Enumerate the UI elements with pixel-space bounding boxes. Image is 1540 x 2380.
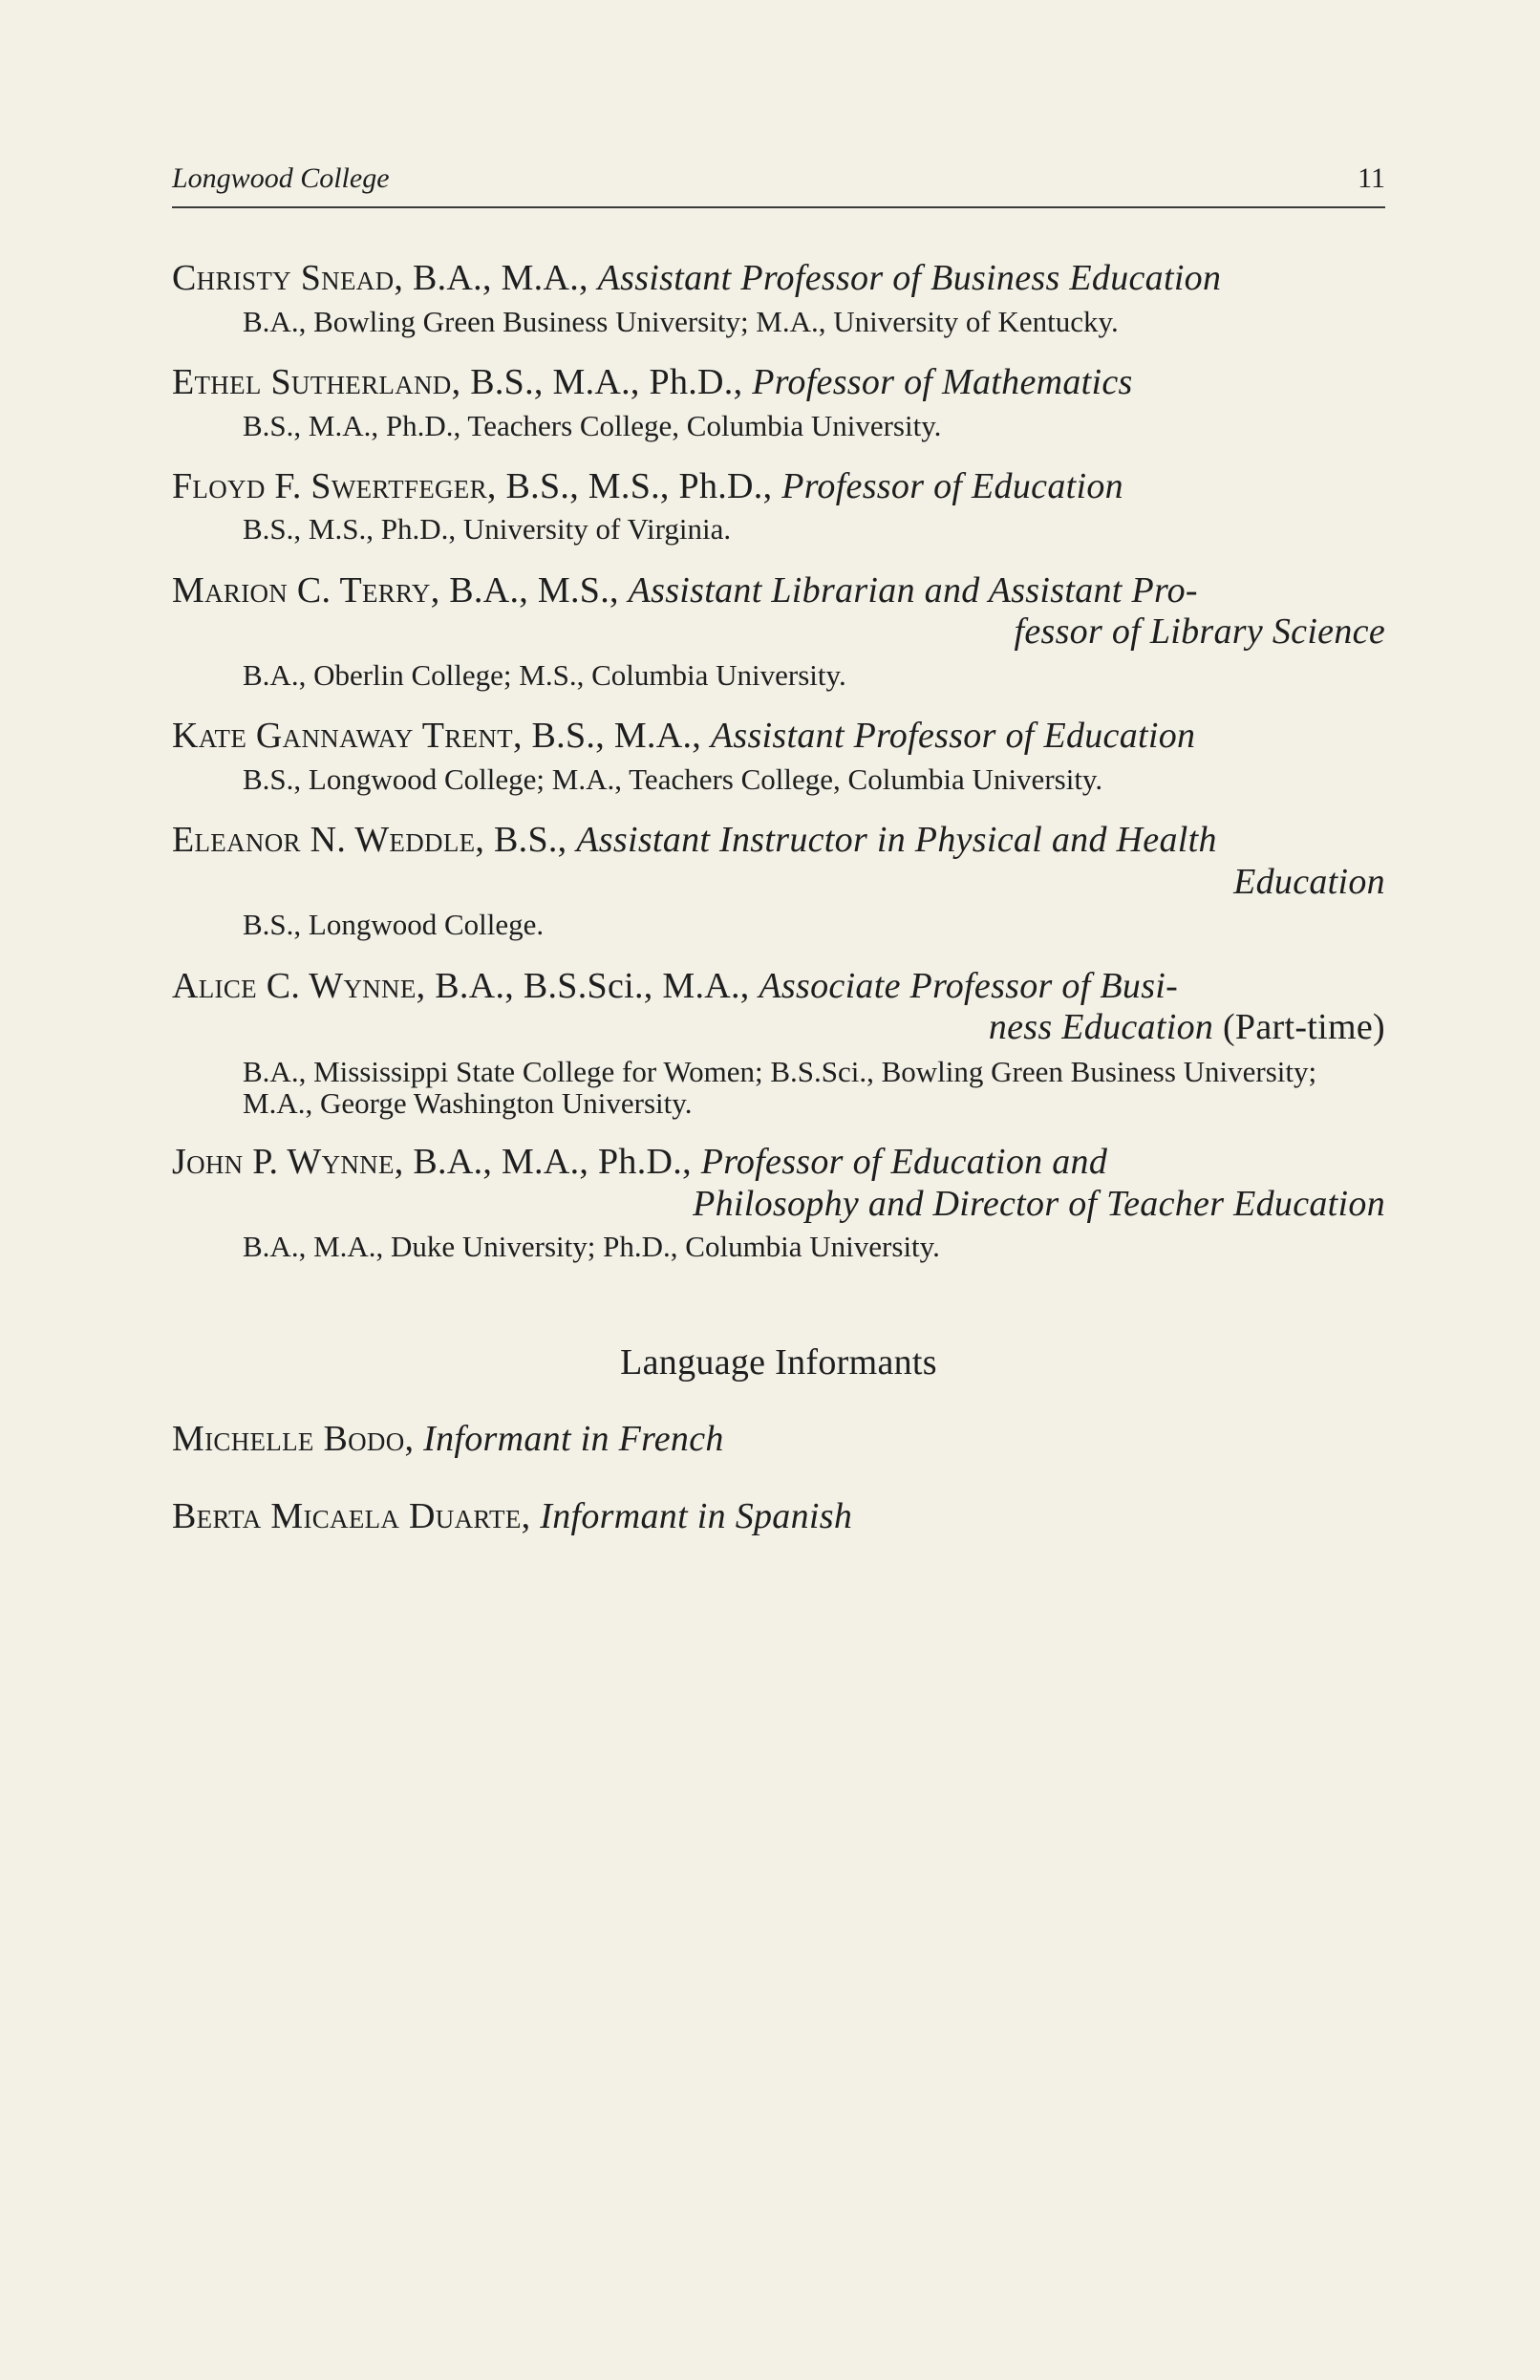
- faculty-degrees: , B.S.,: [475, 820, 577, 861]
- faculty-name: Christy Snead: [172, 258, 395, 298]
- faculty-degrees: , B.S., M.A., Ph.D.,: [451, 361, 753, 402]
- informant-entry: Berta Micaela Duarte, Informant in Spanish: [172, 1496, 853, 1537]
- faculty-title: Professor of Education: [781, 465, 1123, 506]
- faculty-name: Alice C. Wynne: [172, 965, 417, 1006]
- faculty-degrees: , B.A., B.S.Sci., M.A.,: [416, 965, 759, 1006]
- faculty-title: Assistant Instructor in Physical and Health: [576, 820, 1217, 861]
- faculty-name: John P. Wynne: [172, 1142, 395, 1183]
- faculty-title-continued: ness Education: [988, 1007, 1214, 1048]
- faculty-title: Associate Professor of Busi-: [759, 965, 1179, 1006]
- faculty-name: Floyd F. Swertfeger: [172, 465, 487, 506]
- faculty-title-suffix: (Part-time): [1213, 1007, 1385, 1048]
- faculty-degree-detail: B.A., Oberlin College; M.S., Columbia University.: [243, 658, 846, 692]
- faculty-entry: [172, 362, 1385, 443]
- informants-heading: Language Informants: [620, 1341, 937, 1383]
- faculty-list: [172, 258, 1385, 1265]
- faculty-title-continued: Education: [1233, 861, 1385, 902]
- faculty-degree-detail: B.A., M.A., Duke University; Ph.D., Columbia University.: [243, 1230, 940, 1264]
- faculty-title: Professor of Education and: [700, 1142, 1108, 1183]
- faculty-title: Professor of Mathematics: [752, 361, 1133, 402]
- faculty-degrees: , B.S., M.A.,: [512, 716, 711, 757]
- page-number: 11: [1358, 162, 1385, 194]
- faculty-degree-detail: B.S., Longwood College; M.A., Teachers College, Columbia University.: [243, 761, 1103, 796]
- faculty-degrees: , B.S., M.S., Ph.D.,: [486, 465, 782, 506]
- faculty-degree-detail: B.S., M.A., Ph.D., Teachers College, Columbia University.: [243, 408, 942, 442]
- informant-role: Informant in Spanish: [540, 1496, 853, 1537]
- informant-name: Michelle Bodo: [172, 1418, 405, 1459]
- informant-list: [172, 1418, 1385, 1539]
- informant-name: Berta Micaela Duarte: [172, 1496, 522, 1537]
- faculty-title: Assistant Librarian and Assistant Pro-: [628, 569, 1198, 611]
- faculty-entry: [172, 258, 1385, 339]
- faculty-title: Assistant Professor of Business Education: [597, 258, 1222, 298]
- running-header: [172, 162, 1385, 208]
- faculty-entry: [172, 716, 1385, 797]
- faculty-degrees: , B.A., M.A.,: [394, 258, 598, 298]
- running-title: Longwood College: [172, 162, 390, 194]
- faculty-degree-detail: B.S., Longwood College.: [243, 908, 545, 942]
- faculty-name: Eleanor N. Weddle: [172, 820, 476, 861]
- faculty-title-continued: fessor of Library Science: [1014, 611, 1385, 653]
- informant-role: Informant in French: [423, 1418, 724, 1459]
- faculty-degree-detail: B.A., Bowling Green Business University; M.A., University of Kentucky.: [243, 304, 1119, 338]
- faculty-degree-detail: B.A., Mississippi State College for Women; B.S.Sci., Bowling Green Business University; M.A., George Washington University.: [243, 1055, 1317, 1120]
- faculty-degrees: , B.A., M.S.,: [430, 569, 629, 611]
- faculty-entry: [172, 570, 1385, 694]
- faculty-degrees: , B.A., M.A., Ph.D.,: [394, 1142, 701, 1183]
- faculty-name: Ethel Sutherland: [172, 361, 452, 402]
- faculty-entry: [172, 820, 1385, 943]
- informant-entry: Michelle Bodo, Informant in French: [172, 1418, 724, 1459]
- faculty-entry: [172, 966, 1385, 1119]
- faculty-degree-detail: B.S., M.S., Ph.D., University of Virginia.: [243, 512, 732, 547]
- faculty-entry: [172, 1142, 1385, 1265]
- faculty-title: Assistant Professor of Education: [710, 716, 1196, 757]
- page-content: [172, 162, 1385, 1574]
- faculty-name: Marion C. Terry: [172, 569, 431, 611]
- faculty-name: Kate Gannaway Trent: [172, 716, 513, 757]
- faculty-entry: [172, 466, 1385, 547]
- faculty-title-continued: Philosophy and Director of Teacher Education: [693, 1183, 1385, 1224]
